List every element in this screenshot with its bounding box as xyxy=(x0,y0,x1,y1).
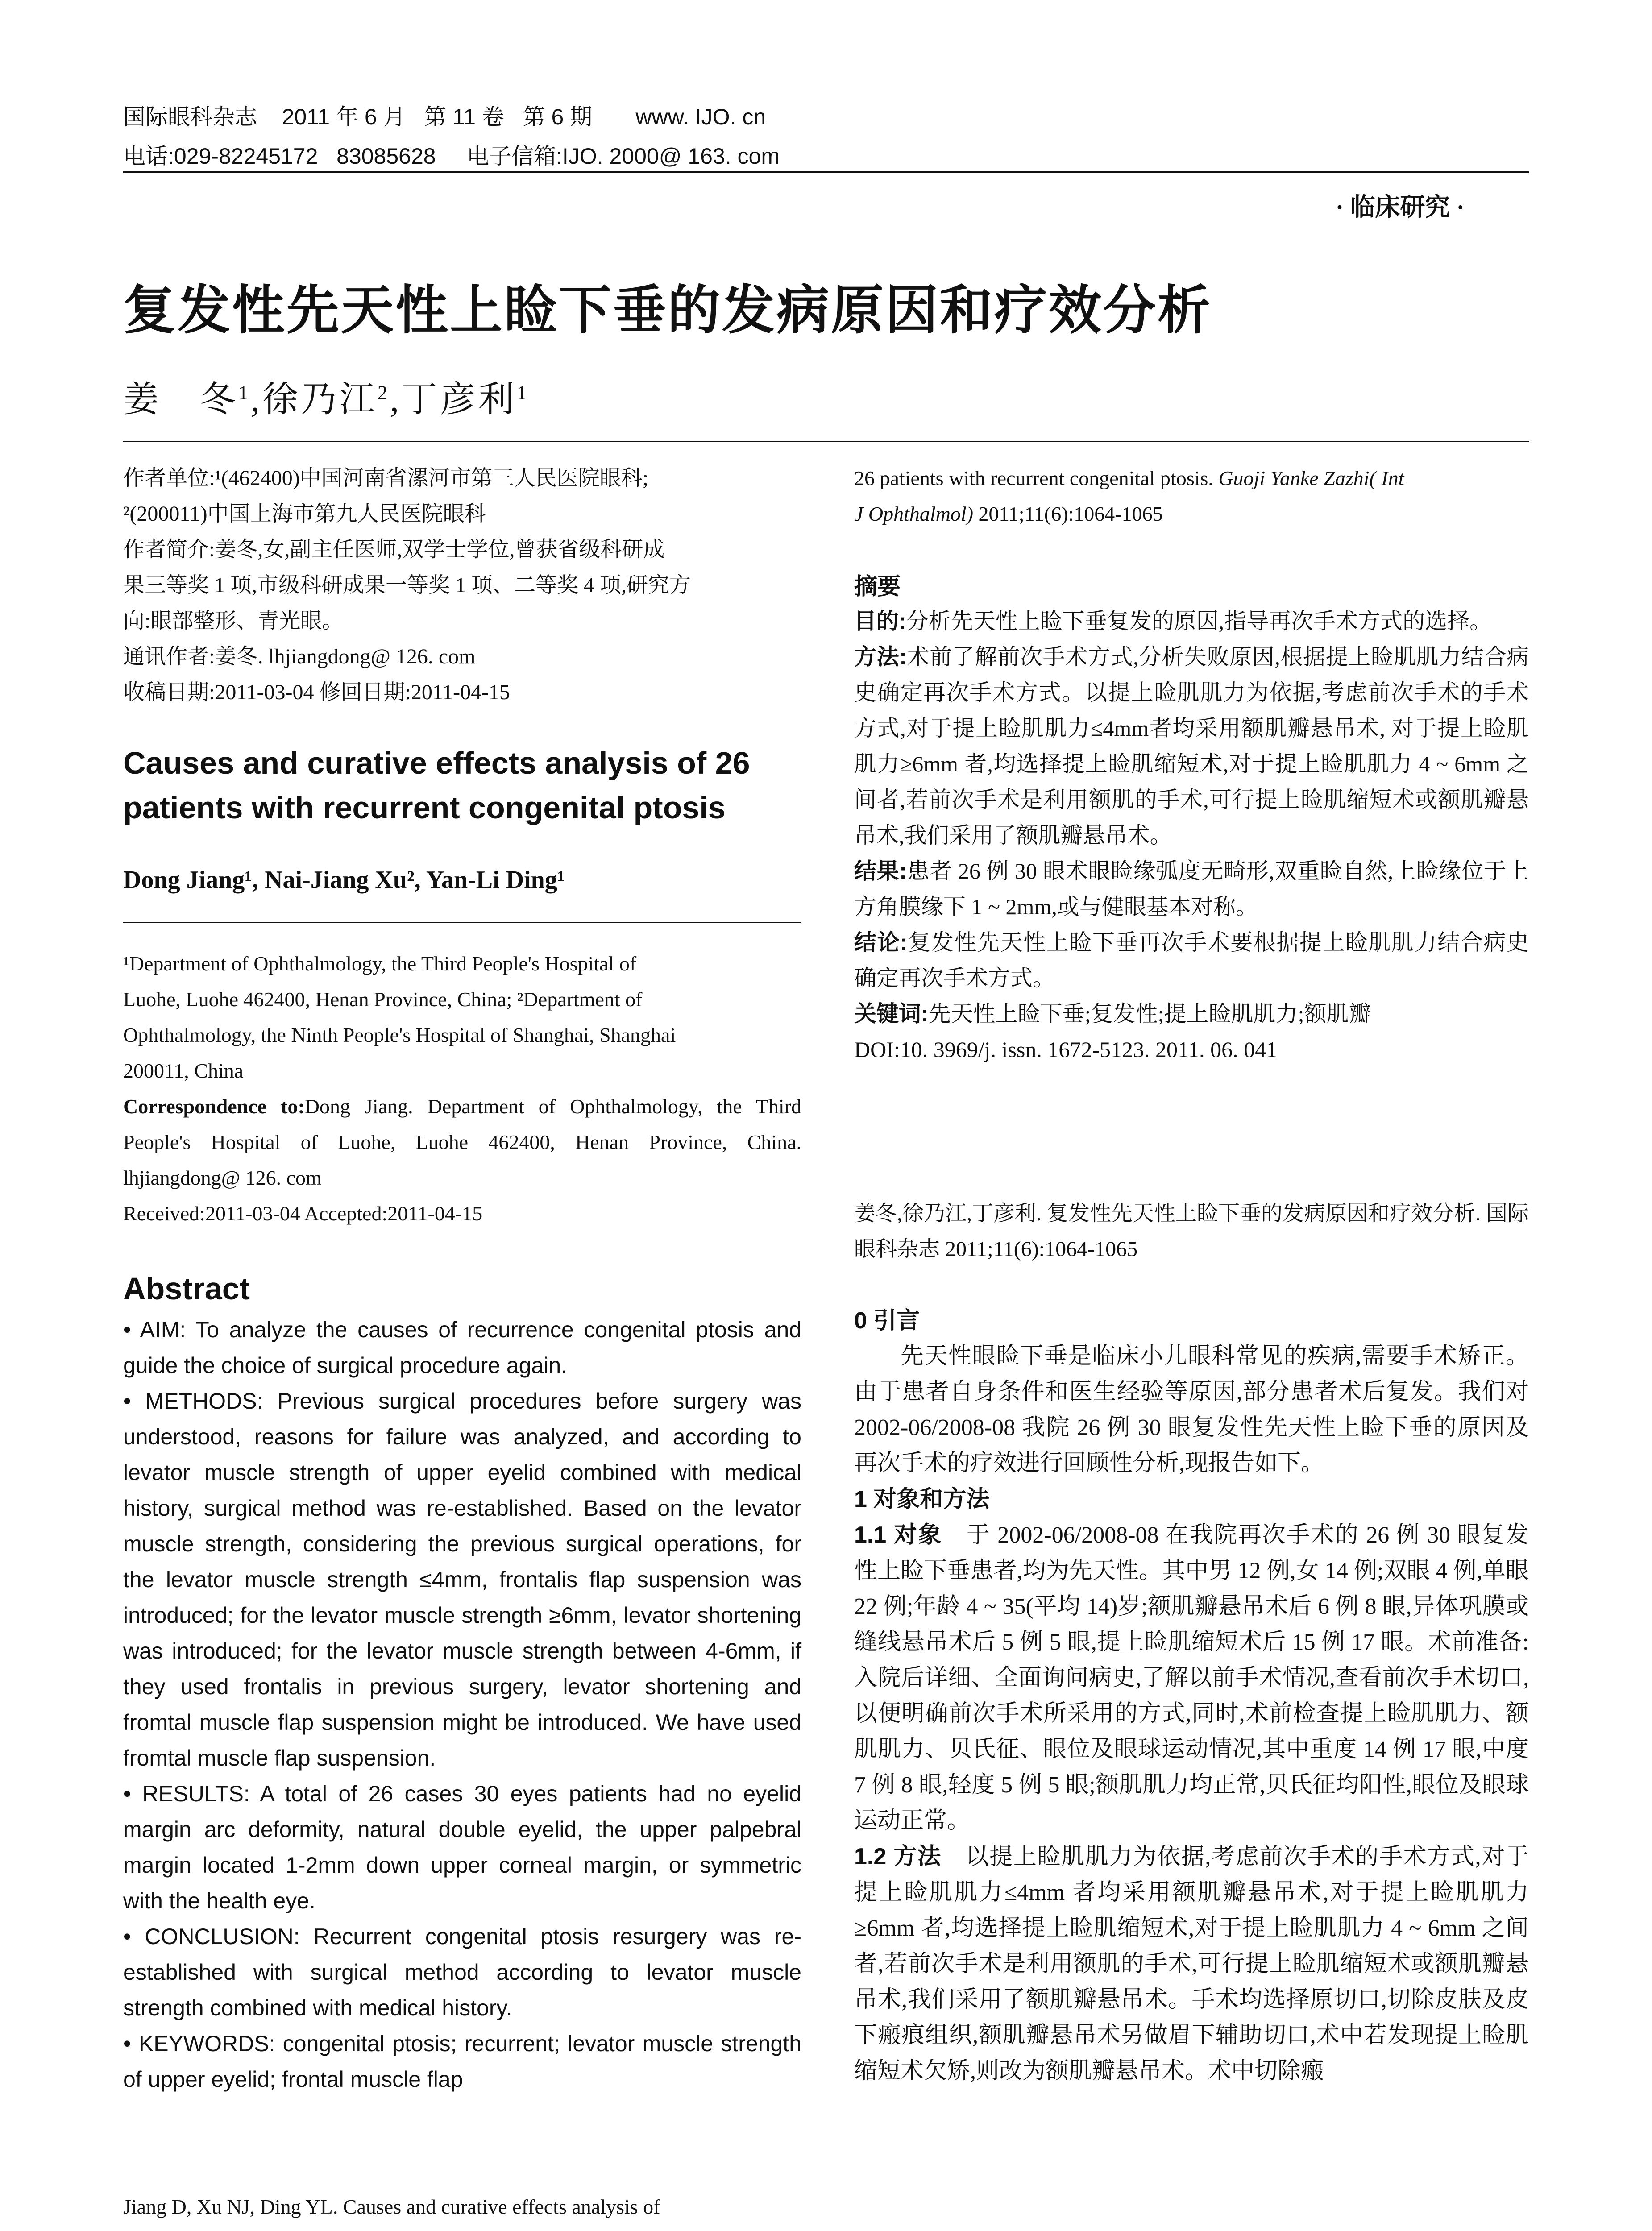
english-title-line: patients with recurrent congenital ptosis xyxy=(123,790,726,825)
author-3-affil: 1 xyxy=(517,382,529,404)
citation-part: 26 patients with recurrent congenital ptosis. xyxy=(854,467,1219,489)
citation-journal: Guoji Yanke Zazhi( Int xyxy=(1218,467,1404,489)
cn-citation-text: 姜冬,徐乃江,丁彦利. 复发性先天性上睑下垂的发病原因和疗效分析. 国际眼科杂志 2011;11(6):1064-1065 xyxy=(854,1202,1529,1261)
affil-line: 200011, China xyxy=(123,1059,244,1082)
methods-heading: 1 对象和方法 xyxy=(854,1486,990,1512)
cn-text: 先天性上睑下垂;复发性;提上睑肌肌力;额肌瓣 xyxy=(928,1001,1371,1026)
cn-info-line: 收稿日期:2011-03-04 修回日期:2011-04-15 xyxy=(123,680,511,704)
cn-label: 关键词: xyxy=(854,1001,929,1026)
intro-paragraph: 先天性眼睑下垂是临床小儿眼科常见的疾病,需要手术矫正。由于患者自身条件和医生经验等原因,部分患者术后复发。我们对 2002-06/2008-08 我院 26 例 30 眼复发性先天性上睑下垂的原因及再次手术的疗效进行回顾性分析,现报告如下。 xyxy=(854,1344,1529,1476)
abstract-methods: • METHODS: Previous surgical procedures before surgery was understood, reasons for failure was analyzed, and according to levator muscle strength of upper eyelid combined with medical history, surgical method was re-established. Based on the levator muscle strength, considering the previous surgical operations, for the levator muscle strength ≤4mm, frontalis flap suspension was introduced; for the levator muscle strength ≥6mm, levator shortening was introduced; for the levator muscle strength between 4-6mm, if they used frontalis in previous surgery, levator shortening and fromtal muscle flap suspension might be introduced. We have used fromtal muscle flap suspension. xyxy=(123,1389,801,1771)
cn-info-line: 作者简介:姜冬,女,副主任医师,双学士学位,曾获省级科研成 xyxy=(123,538,665,561)
cn-author-info xyxy=(123,460,801,710)
correspondence-label: Correspondence to: xyxy=(123,1095,305,1118)
abstract-keywords: • KEYWORDS: congenital ptosis; recurrent; levator muscle strength of upper eyelid; frontal muscle flap xyxy=(123,2031,801,2092)
cn-abstract-heading: 摘要 xyxy=(854,574,901,600)
subsection-text: 于 2002-06/2008-08 在我院再次手术的 26 例 30 眼复发性上睑下垂患者,均为先天性。其中男 12 例,女 14 例;双眼 4 例,单眼 22 例;年龄 4 ~ 35(平均 14)岁;额肌瓣悬吊术后 6 例 8 眼,异体巩膜或缝线悬吊术后 5 例 5 眼,提上睑肌缩短术后 15 例 17 眼。术前准备:入院后详细、全面询问病史,了解以前手术情况,查看前次手术切口,以便明确前次手术所采用的方式,同时,术前检查提上睑肌肌力、额肌肌力、贝氏征、眼位及眼球运动情况,其中重度 14 例 17 眼,中度 7 例 8 眼,轻度 5 例 5 眼;额肌肌力均正常,贝氏征均阳性,眼位及眼球运动正常。 xyxy=(854,1522,1529,1833)
cn-label: 方法: xyxy=(854,644,907,669)
paper-title: 复发性先天性上睑下垂的发病原因和疗效分析 xyxy=(123,281,1212,340)
citation-journal: J Ophthalmol) xyxy=(854,502,974,525)
cn-text: 术前了解前次手术方式,分析失败原因,根据提上睑肌肌力结合病史确定再次手术方式。以提上睑肌肌力为依据,考虑前次手术的手术方式,对于提上睑肌肌力≤4mm者均采用额肌瓣悬吊术, 对于提上睑肌肌力≥6mm 者,均选择提上睑肌缩短术,对于提上睑肌肌力 4 ~ 6mm 之间者,若前次手术是利用额肌的手术,可行提上睑肌缩短术或额肌瓣悬吊术,我们采用了额肌瓣悬吊术。 xyxy=(854,644,1529,848)
cn-text: 患者 26 例 30 眼术眼睑缘弧度无畸形,双重睑自然,上睑缘位于上方角膜缘下 1 ~ 2mm,或与健眼基本对称。 xyxy=(854,858,1529,919)
citation-text xyxy=(854,460,1529,532)
english-authors-rule xyxy=(123,922,801,923)
citation-part: 2011;11(6):1064-1065 xyxy=(973,502,1163,525)
cn-info-line: 向:眼部整形、青光眼。 xyxy=(123,609,344,633)
abstract-results: • RESULTS: A total of 26 cases 30 eyes patients had no eyelid margin arc deformity, natural double eyelid, the upper palpebral margin located 1-2mm down upper corneal margin, or symmetric with the health eye. xyxy=(123,1781,801,1913)
english-authors: Dong Jiang¹, Nai-Jiang Xu², Yan-Li Ding¹ xyxy=(123,866,565,894)
cn-abstract-body xyxy=(854,603,1529,1067)
contact-header-line: 电话:029-82245172 83085628 电子信箱:IJO. 2000@ 163. com xyxy=(123,144,780,169)
cn-abstract-methods xyxy=(854,639,1529,853)
header-rule xyxy=(123,171,1529,173)
correspondence xyxy=(123,1089,801,1196)
subsection-1-1 xyxy=(854,1517,1529,1839)
subsection-label: 1.2 方法 xyxy=(854,1844,942,1870)
body-text xyxy=(854,1303,1529,2089)
cn-text: 复发性先天性上睑下垂再次手术要根据提上睑肌肌力结合病史确定再次手术方式。 xyxy=(854,930,1529,991)
doi: DOI:10. 3969/j. issn. 1672-5123. 2011. 06. 041 xyxy=(854,1037,1278,1062)
affil-line: Ophthalmology, the Ninth People's Hospital of Shanghai, Shanghai xyxy=(123,1024,676,1046)
cn-label: 目的: xyxy=(854,609,906,634)
author-1-affil: 1 xyxy=(238,382,251,404)
cn-abstract-keywords xyxy=(854,996,1529,1032)
title-rule xyxy=(123,441,1529,442)
cn-info-line: 果三等奖 1 项,市级科研成果一等奖 1 项、二等奖 4 项,研究方 xyxy=(123,573,691,597)
affil-line: Luohe, Luohe 462400, Henan Province, China; ²Department of xyxy=(123,988,643,1011)
cn-abstract-aim xyxy=(854,603,1529,639)
author-2: ,徐乃江 xyxy=(251,380,378,419)
affil-line: ¹Department of Ophthalmology, the Third People's Hospital of xyxy=(123,952,637,975)
english-title-line: Causes and curative effects analysis of 26 xyxy=(123,746,750,780)
subsection-text: 以提上睑肌肌力为依据,考虑前次手术的手术方式,对于提上睑肌肌力≤4mm 者均采用额肌瓣悬吊术,对于提上睑肌肌力≥6mm 者,均选择提上睑肌缩短术,对于提上睑肌肌力 4 ~ 6mm 之间者,若前次手术是利用额肌的手术,可行提上睑肌缩短术或额肌瓣悬吊术,我们采用了额肌瓣悬吊术。手术均选择原切口,切除皮肤及皮下瘢痕组织,额肌瓣悬吊术另做眉下辅助切口,术中若发现提上睑肌缩短术欠矫,则改为额肌瓣悬吊术。术中切除瘢 xyxy=(854,1844,1529,2084)
author-2-affil: 2 xyxy=(378,382,390,404)
intro-heading: 0 引言 xyxy=(854,1308,920,1334)
cn-info-line: 通讯作者:姜冬. lhjiangdong@ 126. com xyxy=(123,645,476,668)
correspondence-text: Dong Jiang. Department of Ophthalmology, the Third People's Hospital of Luohe, Luohe 462400, Henan Province, China. lhjiangdong@ 126. com xyxy=(123,1095,801,1189)
abstract-heading: Abstract xyxy=(123,1271,250,1306)
english-affiliation xyxy=(123,946,801,1232)
author-list xyxy=(123,370,529,422)
cn-abstract-conclusion xyxy=(854,925,1529,996)
author-1: 姜 冬 xyxy=(123,380,238,419)
english-citation-start xyxy=(123,2189,801,2225)
cn-info-line: ²(200011)中国上海市第九人民医院眼科 xyxy=(123,502,486,526)
abstract-body xyxy=(123,1312,801,2097)
cn-info-line: 作者单位:¹(462400)中国河南省漯河市第三人民医院眼科; xyxy=(123,466,649,490)
section-tag: · 临床研究 · xyxy=(1335,194,1465,221)
cn-label: 结果: xyxy=(854,858,907,883)
abstract-aim: • AIM: To analyze the causes of recurrence congenital ptosis and guide the choice of surgical procedure again. xyxy=(123,1317,801,1378)
cn-abstract-results xyxy=(854,853,1529,925)
subsection-label: 1.1 对象 xyxy=(854,1522,942,1548)
abstract-conclusion: • CONCLUSION: Recurrent congenital ptosis resurgery was re-established with surgical method according to levator muscle strength combined with medical history. xyxy=(123,1924,801,2020)
english-title xyxy=(123,741,801,830)
received-dates: Received:2011-03-04 Accepted:2011-04-15 xyxy=(123,1202,483,1225)
author-3: ,丁彦利 xyxy=(390,380,517,419)
journal-header-line: 国际眼科杂志 2011 年 6 月 第 11 卷 第 6 期 www. IJO. cn xyxy=(123,104,766,129)
citation-line: Jiang D, Xu NJ, Ding YL. Causes and curative effects analysis of xyxy=(123,2195,660,2218)
english-citation-end xyxy=(854,460,1529,532)
cn-label: 结论: xyxy=(854,930,908,955)
cn-text: 分析先天性上睑下垂复发的原因,指导再次手术方式的选择。 xyxy=(906,609,1492,634)
cn-citation xyxy=(854,1196,1529,1267)
subsection-1-2 xyxy=(854,1839,1529,2089)
